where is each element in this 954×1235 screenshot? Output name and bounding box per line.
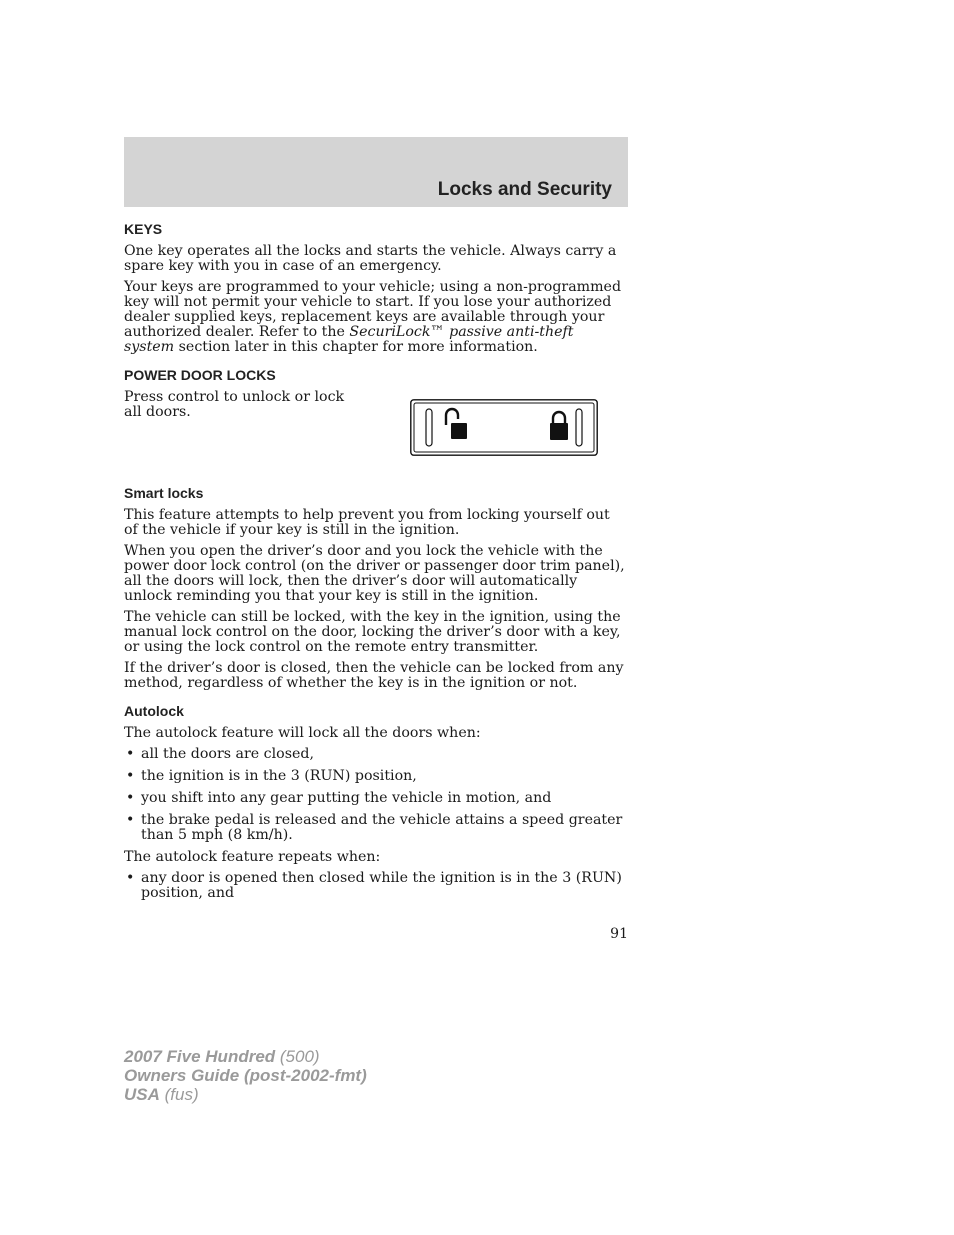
- autolock-repeat-intro: The autolock feature repeats when:: [124, 849, 381, 865]
- smart-locks-paragraph-1: This feature attempts to help prevent you from locking yourself out of the vehicle if your key is still in the ignition.: [124, 507, 610, 538]
- footer-line-2: Owners Guide (post-2002-fmt): [124, 1066, 367, 1085]
- chapter-header-band: [124, 137, 628, 207]
- power-door-locks-text: Press control to unlock or lock all doors.: [124, 389, 345, 420]
- chapter-title: Locks and Security: [437, 179, 612, 200]
- power-door-locks-heading: POWER DOOR LOCKS: [124, 367, 276, 383]
- keys-paragraph-2: [124, 280, 628, 355]
- footer-line-3: USA (fus): [124, 1085, 199, 1104]
- keys-heading: KEYS: [124, 221, 163, 237]
- smart-locks-paragraph-3: The vehicle can still be locked, with the key in the ignition, using the manual lock control on the door, locking the driver’s door with a key, or using the lock control on the remote entry transmitter.: [124, 609, 621, 655]
- document-footer: [124, 1047, 367, 1104]
- page-number: 91: [610, 926, 628, 942]
- keys-paragraph-1: One key operates all the locks and starts the vehicle. Always carry a spare key with you in case of an emergency.: [124, 243, 617, 274]
- autolock-intro: The autolock feature will lock all the doors when:: [124, 725, 481, 741]
- power-door-locks-row: [124, 390, 628, 460]
- autolock-heading: Autolock: [124, 703, 184, 719]
- page-content: [124, 221, 628, 908]
- smart-locks-paragraph-2: When you open the driver’s door and you lock the vehicle with the power door lock control (on the driver or passenger door trim panel), all the doors will lock, then the driver’s door will automatically unlock reminding you that your key is still in the ignition.: [124, 543, 625, 604]
- list-item: • the brake pedal is released and the vehicle attains a speed greater than 5 mph (8 km/h).: [126, 812, 623, 843]
- smart-locks-heading: Smart locks: [124, 485, 204, 501]
- list-item: • all the doors are closed,: [126, 746, 314, 762]
- list-item: • any door is opened then closed while the ignition is in the 3 (RUN) position, and: [126, 870, 622, 901]
- footer-line-1: 2007 Five Hundred (500): [124, 1047, 320, 1066]
- door-lock-switch-illustration: [410, 399, 598, 456]
- list-item: • the ignition is in the 3 (RUN) position,: [126, 768, 417, 784]
- autolock-repeat-list: [124, 871, 628, 901]
- securilock-reference: SecuriLock™ passive anti-theft system: [124, 324, 574, 355]
- keys-paragraph-2-start: Your keys are programmed to your vehicle; using a non-programmed key will not permit your vehicle to start. If you lose your authorized dealer supplied keys, replacement keys are available through your authorized dealer. Refer to the: [124, 279, 622, 340]
- smart-locks-paragraph-4: If the driver’s door is closed, then the vehicle can be locked from any method, regardless of whether the key is in the ignition or not.: [124, 660, 624, 691]
- list-item: • you shift into any gear putting the vehicle in motion, and: [126, 790, 552, 806]
- keys-paragraph-2-end: section later in this chapter for more information.: [174, 339, 538, 355]
- autolock-conditions-list: [124, 747, 628, 843]
- door-lock-switch-figure: [410, 399, 598, 460]
